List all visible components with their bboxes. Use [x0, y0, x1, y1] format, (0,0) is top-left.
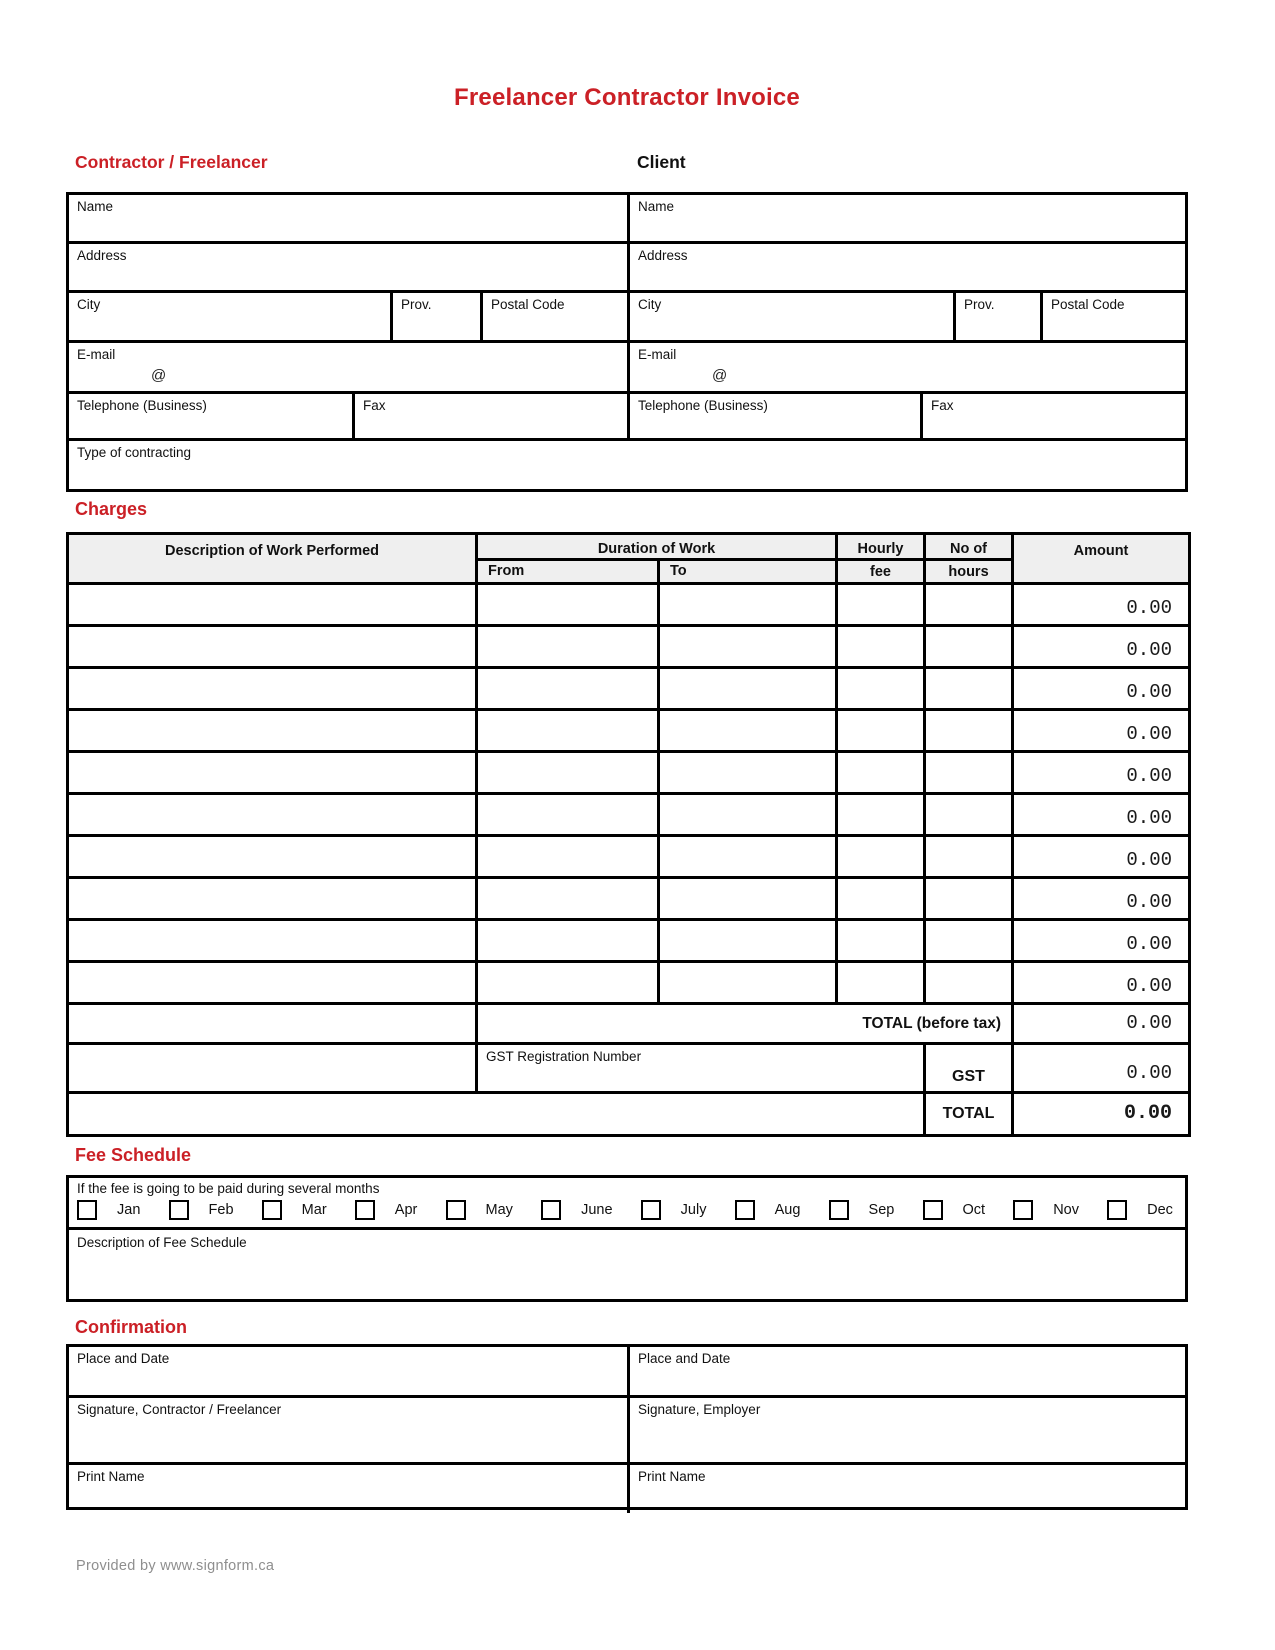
charge-description-cell[interactable] — [68, 920, 477, 962]
charge-amount-cell: 0.00 — [1013, 920, 1190, 962]
client-email-field[interactable] — [630, 343, 1185, 391]
month-label: June — [581, 1202, 613, 1218]
charge-hourly-fee-cell[interactable] — [837, 584, 925, 626]
client-postal-label: Postal Code — [1051, 297, 1125, 312]
month-label: Nov — [1053, 1202, 1079, 1218]
charge-amount-cell: 0.00 — [1013, 626, 1190, 668]
charge-row — [68, 584, 1190, 626]
col-header-amount: Amount — [1013, 534, 1190, 584]
charge-from-cell[interactable] — [477, 626, 659, 668]
client-prov-field[interactable] — [956, 293, 1043, 340]
charge-amount-cell: 0.00 — [1013, 752, 1190, 794]
month-checkbox-june[interactable] — [541, 1200, 561, 1220]
charge-hours-cell[interactable] — [925, 836, 1013, 878]
charge-to-cell[interactable] — [659, 710, 837, 752]
contractor-place-date-label: Place and Date — [77, 1351, 170, 1366]
month-item-dec — [1107, 1200, 1173, 1220]
charge-description-cell[interactable] — [68, 878, 477, 920]
contact-table — [66, 192, 1188, 492]
charge-to-cell[interactable] — [659, 878, 837, 920]
month-label: Dec — [1147, 1202, 1173, 1218]
charge-amount-cell: 0.00 — [1013, 710, 1190, 752]
col-header-description: Description of Work Performed — [68, 534, 477, 584]
client-place-date-label: Place and Date — [638, 1351, 731, 1366]
gst-registration-label: GST Registration Number — [486, 1049, 642, 1064]
month-checkbox-mar[interactable] — [262, 1200, 282, 1220]
charge-hours-cell[interactable] — [925, 878, 1013, 920]
grand-total-label: TOTAL — [925, 1093, 1013, 1136]
col-header-from: From — [477, 560, 659, 584]
client-print-name-field[interactable] — [630, 1465, 1185, 1513]
city-row — [69, 293, 1185, 343]
client-fax-field[interactable] — [923, 394, 1185, 438]
col-header-hourly: Hourly — [837, 534, 925, 560]
charge-to-cell[interactable] — [659, 626, 837, 668]
place-date-row — [69, 1347, 1185, 1398]
charge-amount-cell: 0.00 — [1013, 878, 1190, 920]
month-item-nov — [1013, 1200, 1079, 1220]
charge-hourly-fee-cell[interactable] — [837, 710, 925, 752]
type-of-contracting-row — [69, 441, 1185, 489]
charge-hourly-fee-cell[interactable] — [837, 878, 925, 920]
month-checkbox-row — [77, 1196, 1177, 1220]
charge-hourly-fee-cell[interactable] — [837, 836, 925, 878]
month-checkbox-jan[interactable] — [77, 1200, 97, 1220]
charge-hours-cell[interactable] — [925, 920, 1013, 962]
employer-signature-field[interactable] — [630, 1398, 1185, 1462]
total-before-tax-row — [68, 1004, 1190, 1044]
col-header-noof: No of — [925, 534, 1013, 560]
charge-hourly-fee-cell[interactable] — [837, 794, 925, 836]
month-checkbox-july[interactable] — [641, 1200, 661, 1220]
col-header-duration: Duration of Work — [477, 534, 837, 560]
charge-row — [68, 710, 1190, 752]
confirmation-table — [66, 1344, 1188, 1510]
month-label: July — [680, 1202, 707, 1218]
col-header-hours: hours — [925, 560, 1013, 584]
charge-from-cell[interactable] — [477, 962, 659, 1004]
charges-heading: Charges — [75, 499, 148, 519]
contractor-signature-label: Signature, Contractor / Freelancer — [77, 1402, 282, 1417]
contractor-fax-label: Fax — [363, 398, 386, 413]
month-item-june — [541, 1200, 612, 1220]
contractor-print-name-label: Print Name — [77, 1469, 145, 1484]
charge-from-cell[interactable] — [477, 794, 659, 836]
month-label: Apr — [394, 1202, 418, 1218]
charge-from-cell[interactable] — [477, 710, 659, 752]
charge-to-cell[interactable] — [659, 752, 837, 794]
charge-to-cell[interactable] — [659, 794, 837, 836]
client-city-label: City — [638, 297, 662, 312]
month-checkbox-nov[interactable] — [1013, 1200, 1033, 1220]
charges-table — [66, 532, 1191, 1137]
contractor-city-label: City — [77, 297, 101, 312]
contractor-prov-label: Prov. — [401, 297, 432, 312]
client-place-date-field[interactable] — [630, 1347, 1185, 1395]
charge-row — [68, 962, 1190, 1004]
month-checkbox-sep[interactable] — [829, 1200, 849, 1220]
contractor-section-heading: Contractor / Freelancer — [75, 152, 268, 172]
telephone-row — [69, 394, 1185, 441]
client-at-symbol: @ — [712, 367, 728, 384]
contractor-telephone-label: Telephone (Business) — [77, 398, 207, 413]
charge-description-cell[interactable] — [68, 752, 477, 794]
contractor-address-label: Address — [77, 248, 127, 263]
charge-to-cell[interactable] — [659, 920, 837, 962]
month-item-may — [446, 1200, 513, 1220]
client-print-name-label: Print Name — [638, 1469, 706, 1484]
charges-header-row-1 — [68, 534, 1190, 560]
month-label: May — [485, 1202, 513, 1218]
charge-description-cell[interactable] — [68, 836, 477, 878]
address-row — [69, 244, 1185, 293]
charge-hourly-fee-cell[interactable] — [837, 752, 925, 794]
spacer-cell — [68, 1004, 477, 1044]
signature-row — [69, 1398, 1185, 1465]
type-of-contracting-label: Type of contracting — [77, 445, 192, 460]
contractor-email-field[interactable] — [69, 343, 630, 391]
contractor-postal-label: Postal Code — [491, 297, 565, 312]
fee-schedule-box — [66, 1175, 1188, 1302]
month-label: Oct — [962, 1202, 986, 1218]
charge-from-cell[interactable] — [477, 920, 659, 962]
fee-description-label: Description of Fee Schedule — [77, 1235, 247, 1250]
client-fax-label: Fax — [931, 398, 954, 413]
charge-from-cell[interactable] — [477, 584, 659, 626]
contractor-prov-field[interactable] — [393, 293, 483, 340]
month-item-jan — [77, 1200, 140, 1220]
col-header-fee: fee — [837, 560, 925, 584]
month-checkbox-dec[interactable] — [1107, 1200, 1127, 1220]
print-name-row — [69, 1465, 1185, 1513]
charge-hours-cell[interactable] — [925, 962, 1013, 1004]
client-name-label: Name — [638, 199, 675, 214]
client-address-label: Address — [638, 248, 688, 263]
charge-hours-cell[interactable] — [925, 626, 1013, 668]
charge-hours-cell[interactable] — [925, 668, 1013, 710]
confirmation-heading: Confirmation — [75, 1317, 187, 1337]
contractor-telephone-field[interactable] — [69, 394, 355, 438]
month-label: Sep — [868, 1202, 895, 1218]
contractor-address-field[interactable] — [69, 244, 630, 290]
email-row — [69, 343, 1185, 394]
contractor-place-date-field[interactable] — [69, 1347, 630, 1395]
charge-description-cell[interactable] — [68, 794, 477, 836]
client-telephone-label: Telephone (Business) — [638, 398, 768, 413]
gst-row — [68, 1044, 1190, 1093]
month-item-july — [641, 1200, 707, 1220]
contractor-name-label: Name — [77, 199, 114, 214]
spacer-cell — [68, 1093, 925, 1136]
fee-schedule-top — [69, 1178, 1185, 1227]
charge-row — [68, 920, 1190, 962]
charge-hourly-fee-cell[interactable] — [837, 626, 925, 668]
charge-description-cell[interactable] — [68, 626, 477, 668]
charge-from-cell[interactable] — [477, 752, 659, 794]
charge-row — [68, 794, 1190, 836]
total-before-tax-amount: 0.00 — [1013, 1004, 1190, 1044]
month-checkbox-aug[interactable] — [735, 1200, 755, 1220]
provider-credit: Provided by www.signform.ca — [76, 1558, 275, 1574]
client-postal-field[interactable] — [1043, 293, 1185, 340]
charge-hours-cell[interactable] — [925, 710, 1013, 752]
charge-amount-cell: 0.00 — [1013, 962, 1190, 1004]
month-checkbox-apr[interactable] — [355, 1200, 375, 1220]
client-name-field[interactable] — [630, 195, 1185, 241]
contractor-postal-field[interactable] — [483, 293, 630, 340]
month-checkbox-may[interactable] — [446, 1200, 466, 1220]
grand-total-amount: 0.00 — [1013, 1093, 1190, 1136]
charge-to-cell[interactable] — [659, 962, 837, 1004]
charge-row — [68, 878, 1190, 920]
employer-signature-label: Signature, Employer — [638, 1402, 761, 1417]
gst-label: GST — [925, 1044, 1013, 1093]
month-label: Feb — [208, 1202, 234, 1218]
charge-from-cell[interactable] — [477, 878, 659, 920]
contractor-print-name-field[interactable] — [69, 1465, 630, 1513]
month-label: Aug — [774, 1202, 801, 1218]
client-section-heading: Client — [637, 152, 686, 172]
contractor-fax-field[interactable] — [355, 394, 630, 438]
client-telephone-field[interactable] — [630, 394, 923, 438]
client-email-label: E-mail — [638, 347, 677, 362]
total-before-tax-label: TOTAL (before tax) — [477, 1004, 1013, 1044]
month-label: Jan — [117, 1202, 141, 1218]
charge-from-cell[interactable] — [477, 668, 659, 710]
charge-hours-cell[interactable] — [925, 794, 1013, 836]
month-item-sep — [829, 1200, 895, 1220]
fee-schedule-heading: Fee Schedule — [75, 1145, 192, 1165]
month-checkbox-feb[interactable] — [169, 1200, 189, 1220]
contractor-name-field[interactable] — [69, 195, 630, 241]
charge-to-cell[interactable] — [659, 836, 837, 878]
party-headings — [66, 152, 1188, 174]
charge-row — [68, 626, 1190, 668]
charge-amount-cell: 0.00 — [1013, 584, 1190, 626]
charge-from-cell[interactable] — [477, 836, 659, 878]
charge-hours-cell[interactable] — [925, 752, 1013, 794]
charge-description-cell[interactable] — [68, 710, 477, 752]
charge-to-cell[interactable] — [659, 584, 837, 626]
gst-amount: 0.00 — [1013, 1044, 1190, 1093]
month-item-feb — [169, 1200, 234, 1220]
type-of-contracting-field[interactable] — [69, 441, 1185, 489]
client-city-field[interactable] — [630, 293, 956, 340]
page-title: Freelancer Contractor Invoice — [454, 84, 800, 111]
month-checkbox-oct[interactable] — [923, 1200, 943, 1220]
month-label: Mar — [301, 1202, 327, 1218]
spacer-cell — [68, 1044, 477, 1093]
month-item-oct — [923, 1200, 986, 1220]
contractor-email-label: E-mail — [77, 347, 116, 362]
col-header-to: To — [659, 560, 837, 584]
client-prov-label: Prov. — [964, 297, 995, 312]
month-item-apr — [355, 1200, 418, 1220]
charge-hourly-fee-cell[interactable] — [837, 920, 925, 962]
charge-hourly-fee-cell[interactable] — [837, 668, 925, 710]
contractor-at-symbol: @ — [151, 367, 167, 384]
charge-amount-cell: 0.00 — [1013, 668, 1190, 710]
name-row — [69, 195, 1185, 244]
charge-amount-cell: 0.00 — [1013, 836, 1190, 878]
charge-description-cell[interactable] — [68, 962, 477, 1004]
fee-description-field[interactable] — [69, 1227, 1185, 1299]
contractor-signature-field[interactable] — [69, 1398, 630, 1462]
grand-total-row — [68, 1093, 1190, 1136]
charge-description-cell[interactable] — [68, 668, 477, 710]
charge-description-cell[interactable] — [68, 584, 477, 626]
month-item-mar — [262, 1200, 327, 1220]
charge-amount-cell: 0.00 — [1013, 794, 1190, 836]
charge-row — [68, 668, 1190, 710]
contractor-city-field[interactable] — [69, 293, 393, 340]
client-address-field[interactable] — [630, 244, 1185, 290]
charge-hourly-fee-cell[interactable] — [837, 962, 925, 1004]
charge-row — [68, 836, 1190, 878]
fee-schedule-condition: If the fee is going to be paid during several months — [77, 1181, 380, 1196]
charge-to-cell[interactable] — [659, 668, 837, 710]
month-item-aug — [735, 1200, 801, 1220]
gst-registration-field[interactable] — [477, 1044, 925, 1093]
charge-row — [68, 752, 1190, 794]
charge-hours-cell[interactable] — [925, 584, 1013, 626]
